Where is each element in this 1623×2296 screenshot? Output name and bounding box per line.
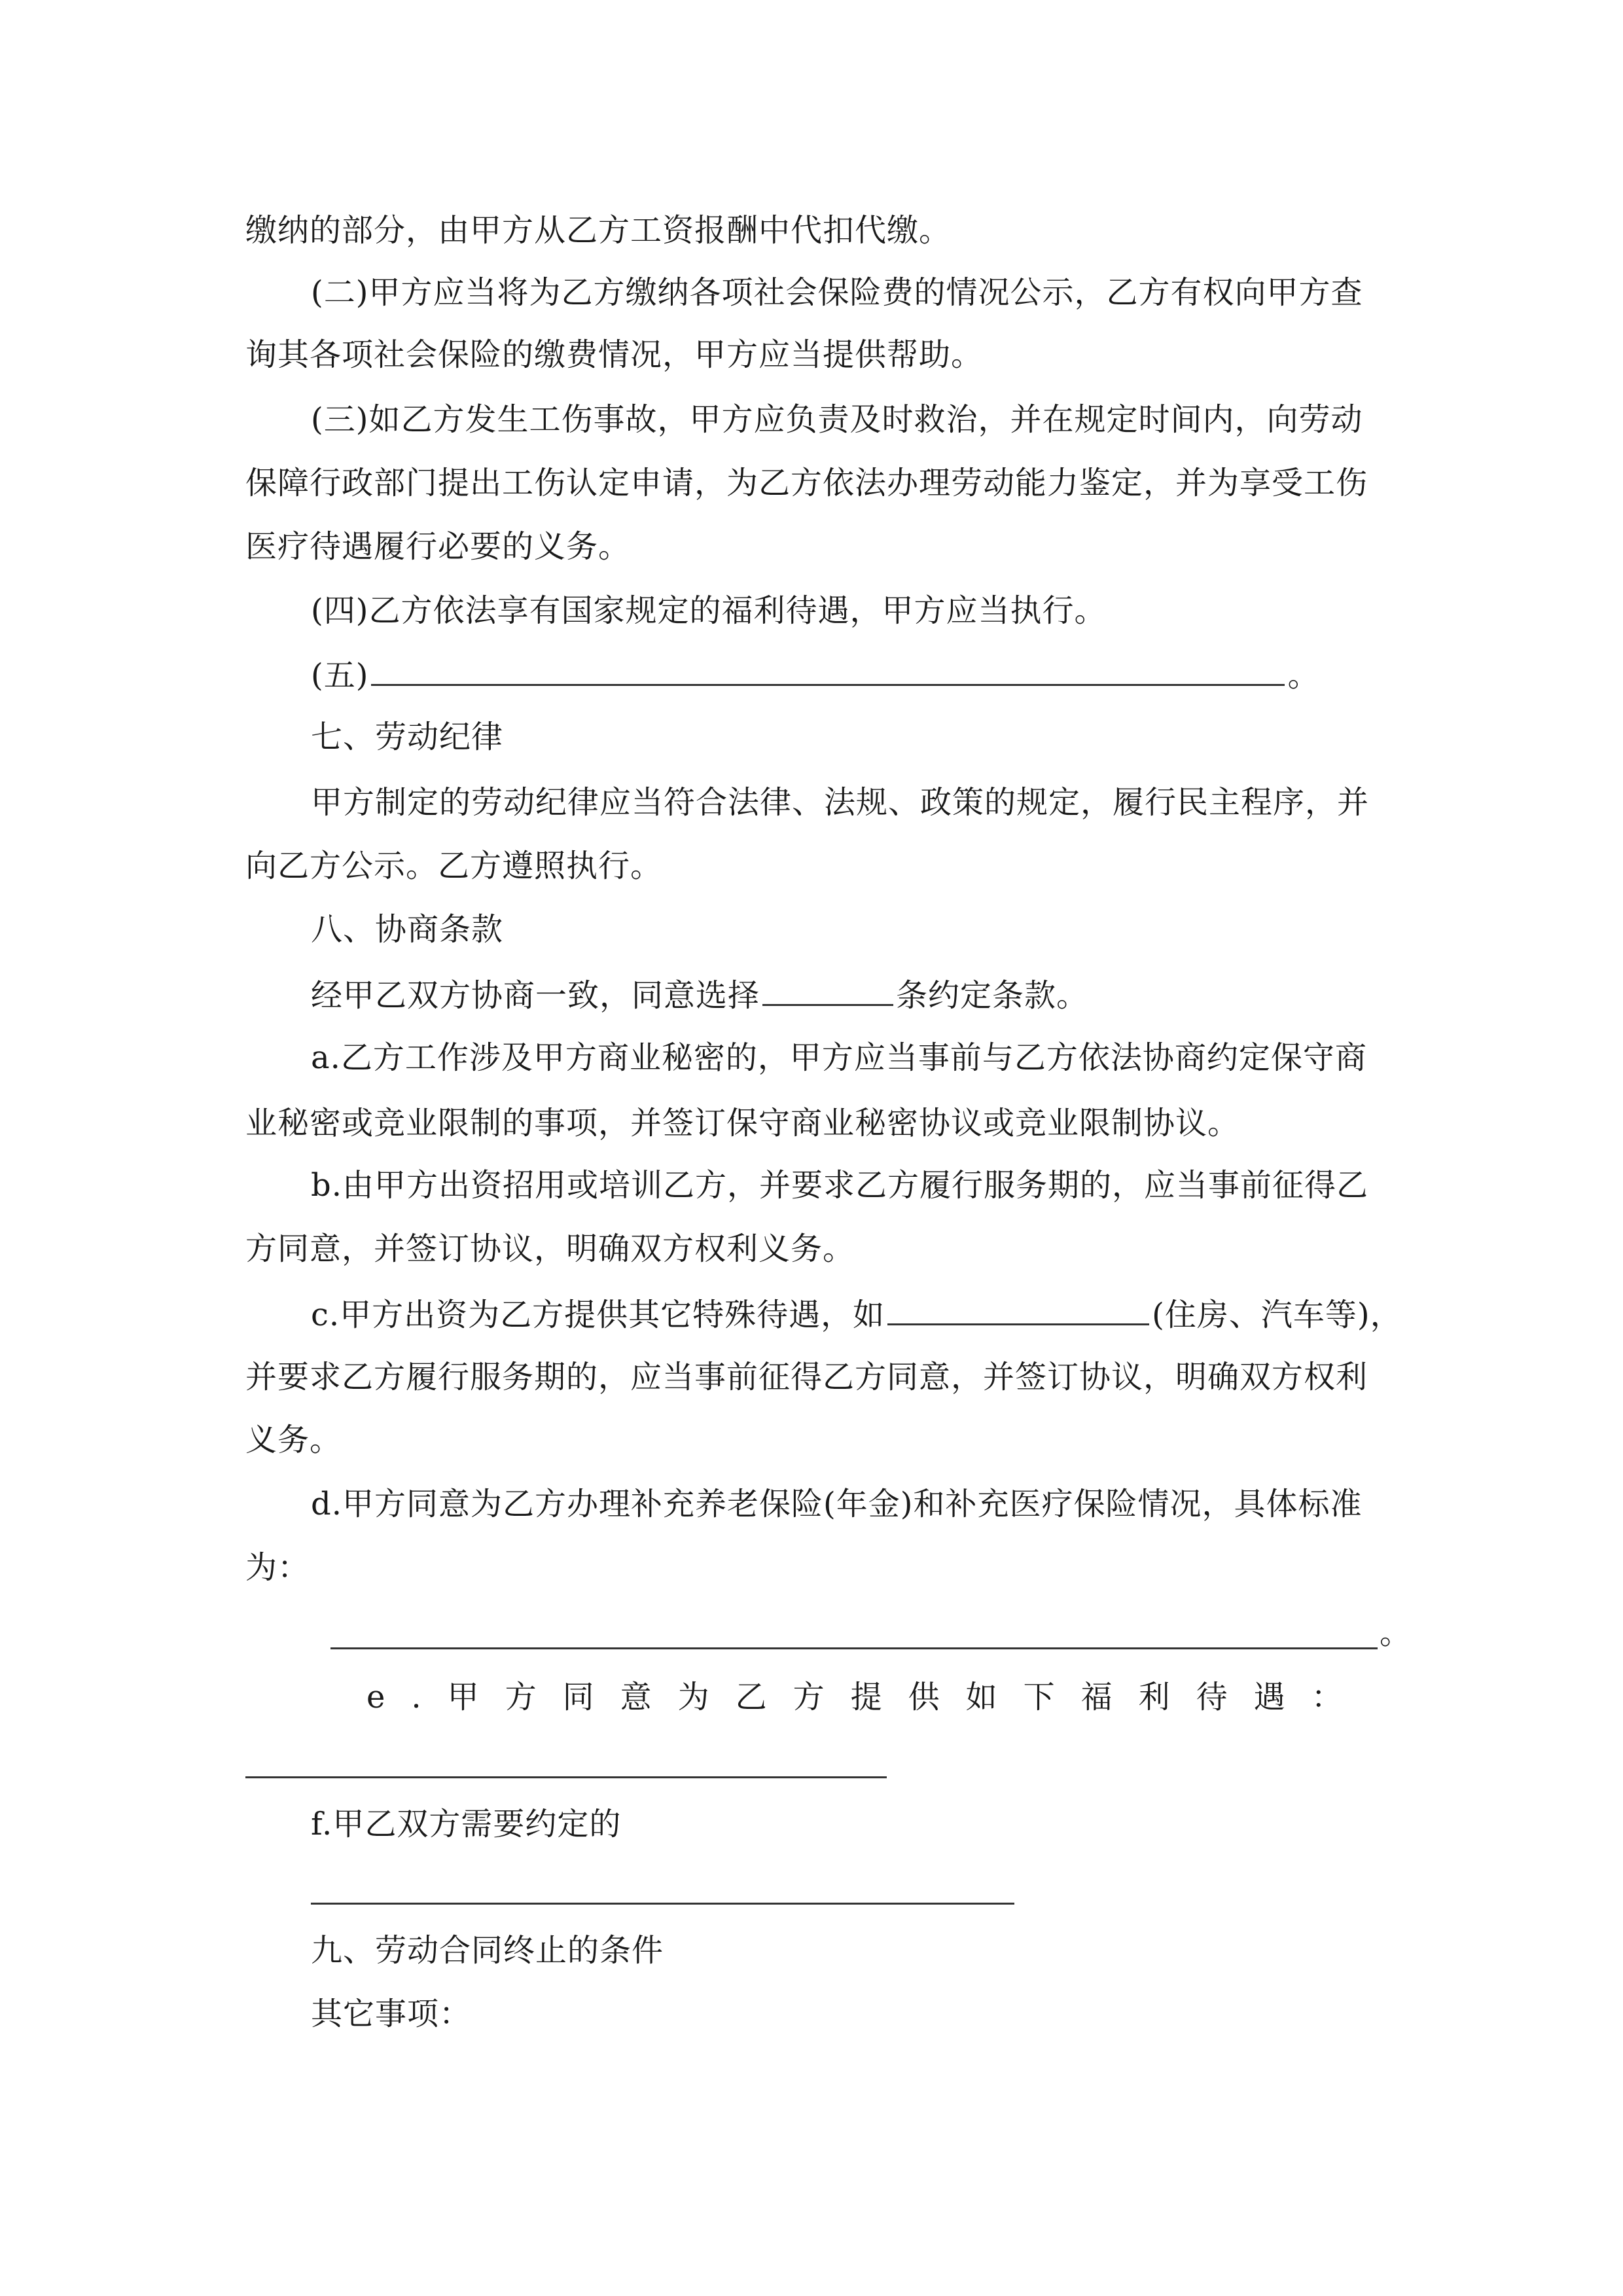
text-line: e.甲方同意为乙方提供如下福利待遇： (366, 1679, 1369, 1715)
blank-field[interactable] (245, 1776, 887, 1778)
text-line: 保障行政部门提出工伤认定申请，为乙方依法办理劳动能力鉴定，并为享受工伤 (245, 465, 1368, 501)
text-line: 业秘密或竞业限制的事项，并签订保守商业秘密协议或竞业限制协议。 (245, 1105, 1240, 1141)
text-line: (二)甲方应当将为乙方缴纳各项社会保险费的情况公示，乙方有权向甲方查 (311, 274, 1363, 311)
section-heading: 七、劳动纪律 (311, 719, 504, 755)
text-line: 方同意，并签订协议，明确双方权利义务。 (245, 1230, 855, 1267)
text-segment: 条约定条款。 (896, 977, 1089, 1014)
item-label: (五) (311, 657, 369, 694)
text-line: 缴纳的部分，由甲方从乙方工资报酬中代扣代缴。 (245, 212, 952, 249)
text-line: 其它事项： (311, 1996, 472, 2032)
punctuation: 。 (1380, 1615, 1412, 1651)
text-line: 甲方制定的劳动纪律应当符合法律、法规、政策的规定，履行民主程序，并 (311, 784, 1370, 821)
text-segment: (住房、汽车等)， (1152, 1297, 1402, 1333)
text-line: f.甲乙双方需要约定的 (311, 1806, 622, 1842)
text-line: 并要求乙方履行服务期的，应当事前征得乙方同意，并签订协议，明确双方权利 (245, 1359, 1368, 1395)
text-line: (四)乙方依法享有国家规定的福利待遇，甲方应当执行。 (311, 592, 1107, 629)
text-line: 医疗待遇履行必要的义务。 (245, 528, 631, 565)
punctuation: 。 (1287, 657, 1320, 694)
blank-field[interactable] (887, 1293, 1149, 1325)
blank-field[interactable] (371, 654, 1285, 686)
text-segment: c.甲方出资为乙方提供其它特殊待遇，如 (311, 1297, 885, 1333)
blank-field[interactable] (311, 1903, 1014, 1905)
text-line: b.由甲方出资招用或培训乙方，并要求乙方履行服务期的，应当事前征得乙 (311, 1167, 1368, 1204)
blank-field[interactable] (762, 974, 893, 1006)
text-segment: 经甲乙双方协商一致，同意选择 (311, 977, 760, 1014)
text-line: (三)如乙方发生工伤事故，甲方应负责及时救治，并在规定时间内，向劳动 (311, 401, 1363, 438)
text-line (311, 1293, 1402, 1335)
text-line: 向乙方公示。乙方遵照执行。 (245, 848, 663, 884)
text-line (311, 974, 1088, 1015)
text-line: 询其各项社会保险的缴费情况，甲方应当提供帮助。 (245, 336, 984, 373)
text-line: 义务。 (245, 1422, 342, 1458)
text-line: 为： (245, 1549, 310, 1586)
text-line (311, 654, 1319, 695)
section-heading: 九、劳动合同终止的条件 (311, 1932, 664, 1969)
text-line: d.甲方同意为乙方办理补充养老保险(年金)和补充医疗保险情况，具体标准 (311, 1486, 1363, 1522)
text-line: a.乙方工作涉及甲方商业秘密的，甲方应当事前与乙方依法协商约定保守商 (311, 1039, 1367, 1076)
section-heading: 八、协商条款 (311, 911, 504, 948)
blank-field[interactable] (330, 1647, 1378, 1649)
